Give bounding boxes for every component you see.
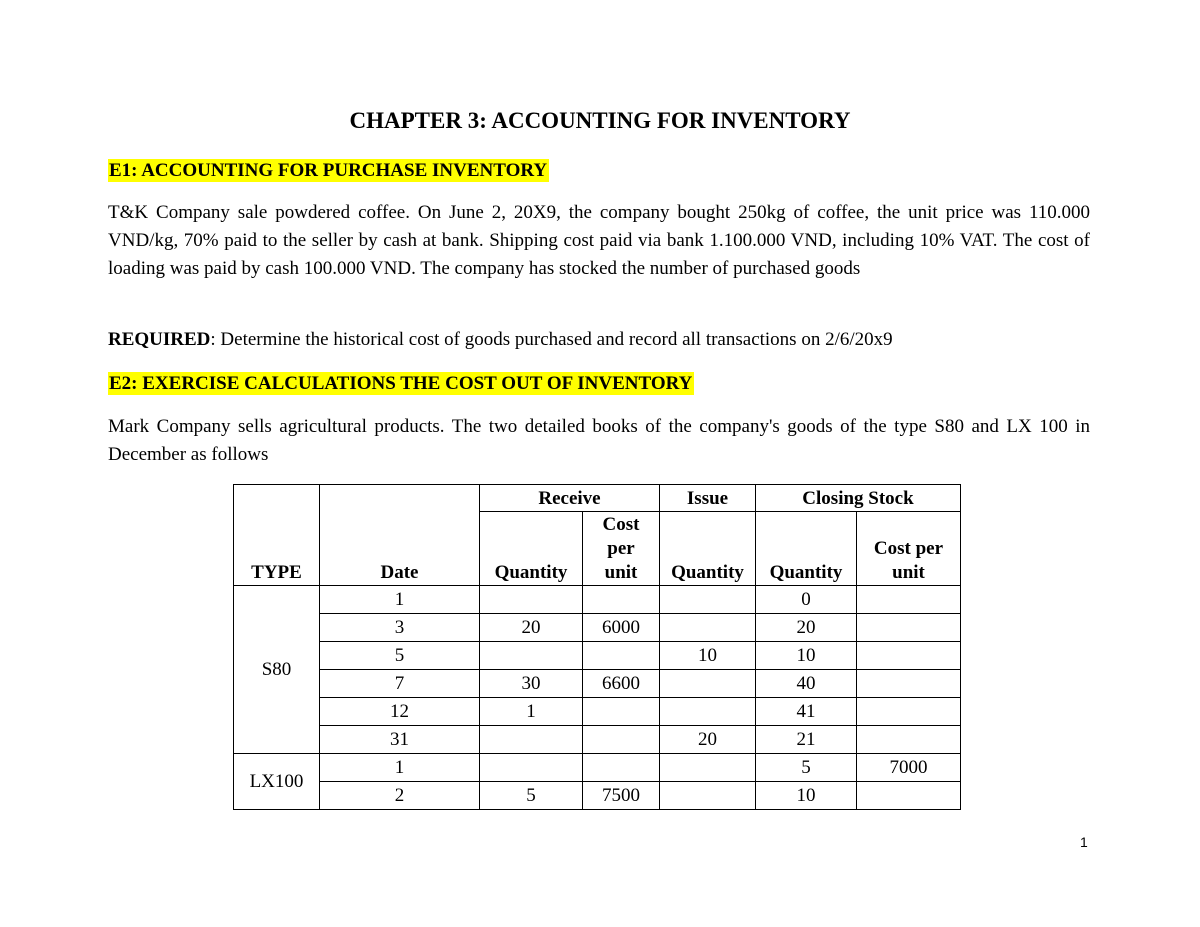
col-header-closing-qty: Quantity	[756, 512, 857, 586]
table-row	[234, 782, 961, 810]
cell-receive-cost	[583, 642, 660, 670]
cell-closing-cost	[857, 642, 961, 670]
table-row	[234, 586, 961, 614]
cell-receive-qty	[480, 726, 583, 754]
e1-paragraph: T&K Company sale powdered coffee. On June 2, 20X9, the company bought 250kg of coffee, the unit price was 110.000 VND/kg, 70% paid to the seller by cash at bank. Shipping cost paid via bank 1.100.000 VND, including 10% VAT. The cost of loading was paid by cash 100.000 VND. The company has stocked the number of purchased goods	[108, 202, 1090, 279]
cell-closing-cost	[857, 670, 961, 698]
group-header-receive: Receive	[480, 485, 660, 512]
table-row	[234, 726, 961, 754]
e2-heading: E2: EXERCISE CALCULATIONS THE COST OUT OF INVENTORY	[109, 373, 693, 394]
cell-receive-cost	[583, 698, 660, 726]
cell-date: 3	[320, 614, 480, 642]
cell-closing-qty: 10	[756, 642, 857, 670]
chapter-title: CHAPTER 3: ACCOUNTING FOR INVENTORY	[349, 108, 851, 133]
group-header-closing: Closing Stock	[756, 485, 961, 512]
cell-receive-cost	[583, 726, 660, 754]
cell-date: 7	[320, 670, 480, 698]
cell-receive-qty	[480, 754, 583, 782]
col-header-receive-qty: Quantity	[480, 512, 583, 586]
e1-heading: E1: ACCOUNTING FOR PURCHASE INVENTORY	[109, 160, 548, 181]
cell-date: 1	[320, 586, 480, 614]
cell-closing-cost	[857, 586, 961, 614]
cell-receive-qty: 30	[480, 670, 583, 698]
table-row	[234, 698, 961, 726]
col-header-type: TYPE	[234, 485, 320, 586]
cell-date: 31	[320, 726, 480, 754]
cell-closing-qty: 10	[756, 782, 857, 810]
col-header-receive-cost: Cost per unit	[583, 512, 660, 586]
table-row	[234, 642, 961, 670]
cell-date: 5	[320, 642, 480, 670]
col-header-date: Date	[320, 485, 480, 586]
cell-closing-qty: 0	[756, 586, 857, 614]
cell-issue-qty	[660, 754, 756, 782]
col-header-closing-cost: Cost per unit	[857, 512, 961, 586]
table-row	[234, 670, 961, 698]
cell-receive-cost: 6600	[583, 670, 660, 698]
cell-receive-qty: 20	[480, 614, 583, 642]
cell-issue-qty	[660, 614, 756, 642]
table-row	[234, 614, 961, 642]
cell-receive-qty: 1	[480, 698, 583, 726]
cell-type: S80	[234, 586, 320, 754]
cell-closing-qty: 5	[756, 754, 857, 782]
cell-closing-cost: 7000	[857, 754, 961, 782]
cell-receive-cost	[583, 754, 660, 782]
cell-closing-qty: 20	[756, 614, 857, 642]
cell-closing-cost	[857, 614, 961, 642]
col-header-issue-qty: Quantity	[660, 512, 756, 586]
cell-receive-cost: 7500	[583, 782, 660, 810]
cell-issue-qty: 20	[660, 726, 756, 754]
cell-receive-qty	[480, 586, 583, 614]
cell-closing-qty: 40	[756, 670, 857, 698]
cell-receive-qty: 5	[480, 782, 583, 810]
cell-issue-qty: 10	[660, 642, 756, 670]
table-row	[234, 754, 961, 782]
cell-closing-cost	[857, 698, 961, 726]
e1-required	[108, 326, 1090, 354]
cell-receive-cost: 6000	[583, 614, 660, 642]
group-header-row	[234, 485, 961, 512]
cell-issue-qty	[660, 782, 756, 810]
cell-date: 1	[320, 754, 480, 782]
cell-issue-qty	[660, 670, 756, 698]
cell-closing-cost	[857, 726, 961, 754]
cell-issue-qty	[660, 586, 756, 614]
cell-date: 12	[320, 698, 480, 726]
cell-closing-cost	[857, 782, 961, 810]
cell-issue-qty	[660, 698, 756, 726]
cell-type: LX100	[234, 754, 320, 810]
inventory-ledger-table	[233, 484, 961, 810]
cell-receive-qty	[480, 642, 583, 670]
cell-closing-qty: 21	[756, 726, 857, 754]
group-header-issue: Issue	[660, 485, 756, 512]
e2-paragraph: Mark Company sells agricultural products. The two detailed books of the company's goods of the type S80 and LX 100 in December as follows	[108, 416, 1090, 465]
cell-closing-qty: 41	[756, 698, 857, 726]
required-text: : Determine the historical cost of goods purchased and record all transactions on 2/6/20x9	[210, 329, 893, 350]
required-label: REQUIRED	[108, 329, 211, 350]
cell-date: 2	[320, 782, 480, 810]
ledger-body	[234, 586, 961, 810]
cell-receive-cost	[583, 586, 660, 614]
page-number: 1	[1080, 834, 1088, 850]
